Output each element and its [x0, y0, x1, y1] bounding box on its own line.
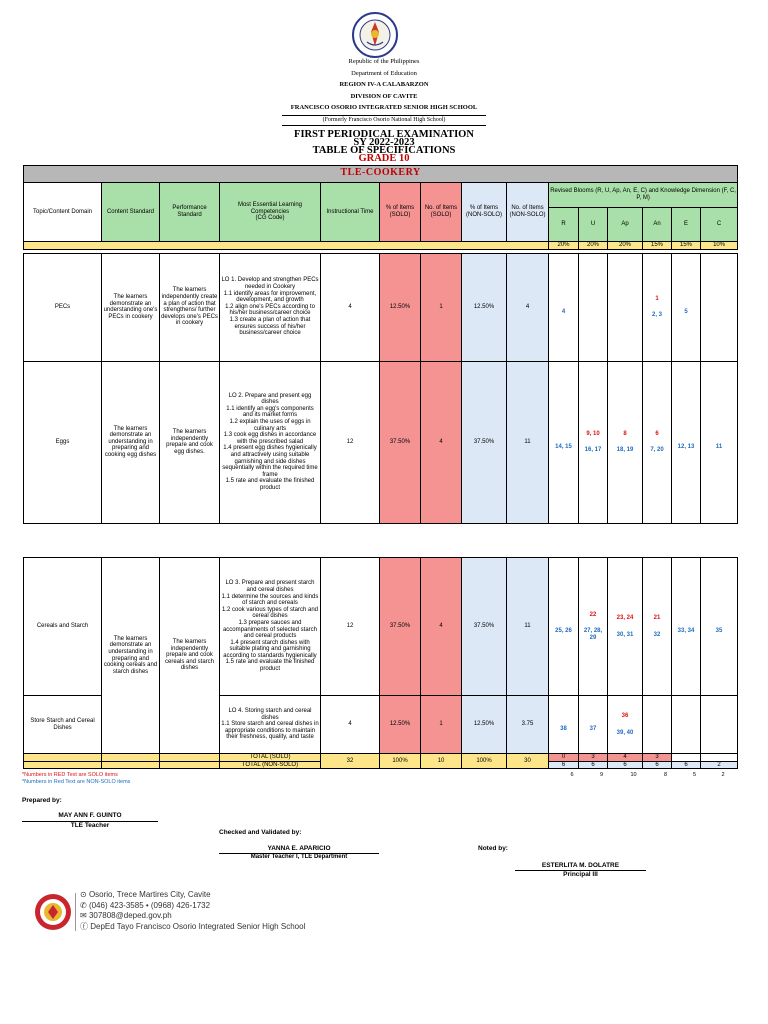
header-department: Department of Education	[351, 70, 417, 77]
footer-contacts	[80, 890, 305, 932]
time-cell: 4	[321, 696, 380, 754]
header-formerly: (Formerly Francisco Osorio National High School)	[322, 117, 446, 123]
total-nonsolo-c: 2	[701, 761, 738, 769]
address-line: ⊙ Osorio, Trece Martires City, Cavite	[80, 890, 211, 899]
performance-standard-cell: The learners independently create a plan of action that strengthens/ further develops one's PECs in cookery	[160, 253, 220, 361]
melc-cell: LO 4. Storing starch and cereal dishes 1.1 Store starch and cereal dishes in appropriate conditions to maintain their freshness, quality, and taste	[220, 696, 321, 754]
items-e: 12, 13	[672, 361, 701, 523]
prepared-label: Prepared by:	[22, 797, 62, 804]
header-region: REGION IV-A CALABARZON	[339, 81, 429, 88]
pct-an: 15%	[643, 242, 672, 250]
no-solo-cell: 1	[421, 696, 462, 754]
pct-solo-cell: 37.50%	[380, 361, 421, 523]
table-row	[24, 253, 738, 361]
checked-label: Checked and Validated by:	[219, 829, 302, 836]
no-nonsolo-cell: 11	[507, 361, 549, 523]
no-solo-cell: 4	[421, 558, 462, 696]
grade-label: GRADE 10	[358, 153, 410, 164]
items-e	[672, 696, 701, 754]
level-e: E	[672, 208, 701, 242]
col-topic: Topic/Content Domain	[24, 183, 102, 242]
phone-icon: ✆	[80, 900, 87, 910]
noted-label: Noted by:	[478, 845, 508, 852]
no-nonsolo-cell: 11	[507, 558, 549, 696]
prepared-name: MAY ANN F. GUINTO	[58, 812, 122, 819]
email-line: ✉ 307808@deped.gov.ph	[80, 911, 172, 920]
col-time: Instructional Time	[321, 183, 380, 242]
note-red: *Numbers in RED Text are SOLO items	[22, 772, 118, 778]
subject-title: TLE-COOKERY	[340, 167, 421, 179]
noted-name: ESTERLITA M. DOLATRE	[541, 862, 620, 869]
level-an: An	[643, 208, 672, 242]
tos-title: TABLE OF SPECIFICATIONS	[312, 145, 456, 156]
col-melc: Most Essential Learning Competencies (CG Code)	[220, 183, 321, 242]
topic-cell: PECs	[24, 253, 102, 361]
col-no-nonsolo: No. of Items (NON-SOLO)	[507, 183, 549, 242]
level-c: C	[701, 208, 738, 242]
total-solo-label: TOTAL (SOLO)	[220, 754, 321, 762]
items-c: 11	[701, 361, 738, 523]
topic-cell: Store Starch and Cereal Dishes	[24, 696, 102, 754]
total-solo-row	[24, 754, 738, 762]
col-no-solo: No. of Items (SOLO)	[421, 183, 462, 242]
subject-banner	[24, 166, 738, 183]
pct-nonsolo-cell: 12.50%	[462, 696, 507, 754]
noted-title: Principal III	[563, 871, 598, 878]
items-r: 4	[549, 253, 579, 361]
total-solo-ap: 4	[608, 754, 643, 762]
exam-title: FIRST PERIODICAL EXAMINATION	[294, 129, 474, 140]
pct-e: 15%	[672, 242, 701, 250]
footer-divider	[75, 893, 76, 931]
total-no-solo: 10	[421, 754, 462, 769]
content-standard-cell: The learners demonstrate an understanding in preparing and cooking egg dishes	[102, 361, 160, 523]
total-pct-solo: 100%	[380, 754, 421, 769]
header-republic: Republic of the Philippines	[348, 58, 420, 65]
items-r: 25, 26	[549, 558, 579, 696]
total-solo-r: 0	[549, 754, 579, 762]
checked-name: YANNA E. APARICIO	[267, 845, 331, 852]
facebook-line: ⓕ DepEd Tayo Francisco Osorio Integrated Senior High School	[80, 921, 306, 931]
school-logo	[34, 893, 72, 931]
time-cell: 12	[321, 361, 380, 523]
no-nonsolo-cell: 3.75	[507, 696, 549, 754]
location-icon: ⊙	[80, 890, 87, 899]
table-row	[24, 558, 738, 696]
items-r: 14, 15	[549, 361, 579, 523]
time-cell: 4	[321, 253, 380, 361]
items-ap: 36 39, 40	[608, 696, 643, 754]
header-division: DIVISION OF CAVITE	[350, 93, 418, 100]
table-row	[24, 361, 738, 523]
items-an: 1 2, 3	[643, 253, 672, 361]
col-pct-solo: % of Items (SOLO)	[380, 183, 421, 242]
pct-nonsolo-cell: 12.50%	[462, 253, 507, 361]
pct-solo-cell: 37.50%	[380, 558, 421, 696]
items-c	[701, 696, 738, 754]
col-content-standard: Content Standard	[102, 183, 160, 242]
level-u: U	[579, 208, 608, 242]
total-solo-an: 3	[643, 754, 672, 762]
total-nonsolo-u: 6	[579, 761, 608, 769]
pct-ap: 20%	[608, 242, 643, 250]
total-nonsolo-r: 6	[549, 761, 579, 769]
level-r: R	[549, 208, 579, 242]
col-performance-standard: Performance Standard	[160, 183, 220, 242]
items-e: 33, 34	[672, 558, 701, 696]
no-nonsolo-cell: 4	[507, 253, 549, 361]
tos-table-part2	[23, 557, 738, 769]
school-year: SY 2022-2023	[353, 137, 415, 148]
deped-seal	[352, 12, 398, 58]
total-nonsolo-an: 6	[643, 761, 672, 769]
level-ap: Ap	[608, 208, 643, 242]
pct-c: 10%	[701, 242, 738, 250]
total-no-nonsolo: 30	[507, 754, 549, 769]
email-icon: ✉	[80, 911, 87, 920]
total-solo-e	[672, 754, 701, 762]
header-school: FRANCISCO OSORIO INTEGRATED SENIOR HIGH SCHOOL	[290, 104, 478, 111]
content-standard-cell: The learners demonstrate an understanding in preparing and cooking cereals and starch dishes	[102, 558, 160, 754]
items-r: 38	[549, 696, 579, 754]
content-standard-cell: The learners demonstrate an understanding one's PECs in cookery	[102, 253, 160, 361]
items-u: 22 27, 28, 29	[579, 558, 608, 696]
total-pct-nonsolo: 100%	[462, 754, 507, 769]
pct-u: 20%	[579, 242, 608, 250]
no-solo-cell: 4	[421, 361, 462, 523]
pct-nonsolo-cell: 37.50%	[462, 558, 507, 696]
items-ap: 23, 24 30, 31	[608, 558, 643, 696]
items-ap	[608, 253, 643, 361]
tos-table-part1	[23, 165, 738, 524]
items-u	[579, 253, 608, 361]
items-ap: 8 18, 19	[608, 361, 643, 523]
checked-title: Master Teacher I, TLE Department	[250, 854, 348, 860]
pct-solo-cell: 12.50%	[380, 696, 421, 754]
melc-cell: LO 3. Prepare and present starch and cereal dishes 1.1 determine the sources and kinds of starch and cereals 1.2 cook various types of starch and cereal dishes 1.3 prepare sauces and accompaniments of selected starch and cereal products 1.4 present starch dishes with suitable plating and garnishing according to standards hygienically 1.5 rate and evaluate the finished product	[220, 558, 321, 696]
col-pct-nonsolo: % of Items (NON-SOLO)	[462, 183, 507, 242]
col-blooms: Revised Blooms (R, U, Ap, An, E, C) and Knowledge Dimension (F, C, P, M)	[549, 183, 738, 208]
topic-cell: Eggs	[24, 361, 102, 523]
grand-totals-row: 6 9 10 8 5 2	[570, 772, 725, 778]
items-an	[643, 696, 672, 754]
total-nonsolo-ap: 6	[608, 761, 643, 769]
pct-row-fill	[24, 242, 549, 250]
prepared-title: TLE Teacher	[70, 822, 110, 829]
melc-cell: LO 2. Prepare and present egg dishes 1.1 identify an egg's components and its market forms 1.2 explain the uses of eggs in culinary arts 1.3 cook egg dishes in accordance with the prescribed salad 1.4 present egg dishes hygienically and attractively using suitable garnishing and side dishes sequentially within the required time frame 1.5 rate and evaluate the finished product	[220, 361, 321, 523]
items-an: 21 32	[643, 558, 672, 696]
total-time: 32	[321, 754, 380, 769]
performance-standard-cell: The learners independently prepare and cook cereals and starch dishes	[160, 558, 220, 754]
facebook-icon: ⓕ	[80, 921, 88, 931]
items-u: 37	[579, 696, 608, 754]
total-solo-c	[701, 754, 738, 762]
no-solo-cell: 1	[421, 253, 462, 361]
pct-r: 20%	[549, 242, 579, 250]
pct-nonsolo-cell: 37.50%	[462, 361, 507, 523]
items-c	[701, 253, 738, 361]
performance-standard-cell: The learners independently prepare and cook egg dishes.	[160, 361, 220, 523]
melc-cell: LO 1. Develop and strengthen PECs needed in Cookery 1.1 identify areas for improvement, development, and growth 1.2 align one's PECs according to his/her business/career choice 1.3 create a plan of action that ensures success of his/her business/career choice	[220, 253, 321, 361]
note-blue: *Numbers in Red Text are NON-SOLO items	[22, 779, 131, 785]
total-nonsolo-label: TOTAL (NON-SOLO)	[220, 761, 321, 769]
time-cell: 12	[321, 558, 380, 696]
phone-line: ✆ (046) 423-3585 • (0968) 426-1732	[80, 900, 211, 910]
total-solo-u: 3	[579, 754, 608, 762]
items-e: 5	[672, 253, 701, 361]
items-an: 6 7, 20	[643, 361, 672, 523]
total-nonsolo-e: 6	[672, 761, 701, 769]
topic-cell: Cereals and Starch	[24, 558, 102, 696]
pct-solo-cell: 12.50%	[380, 253, 421, 361]
items-u: 9, 10 16, 17	[579, 361, 608, 523]
items-c: 35	[701, 558, 738, 696]
